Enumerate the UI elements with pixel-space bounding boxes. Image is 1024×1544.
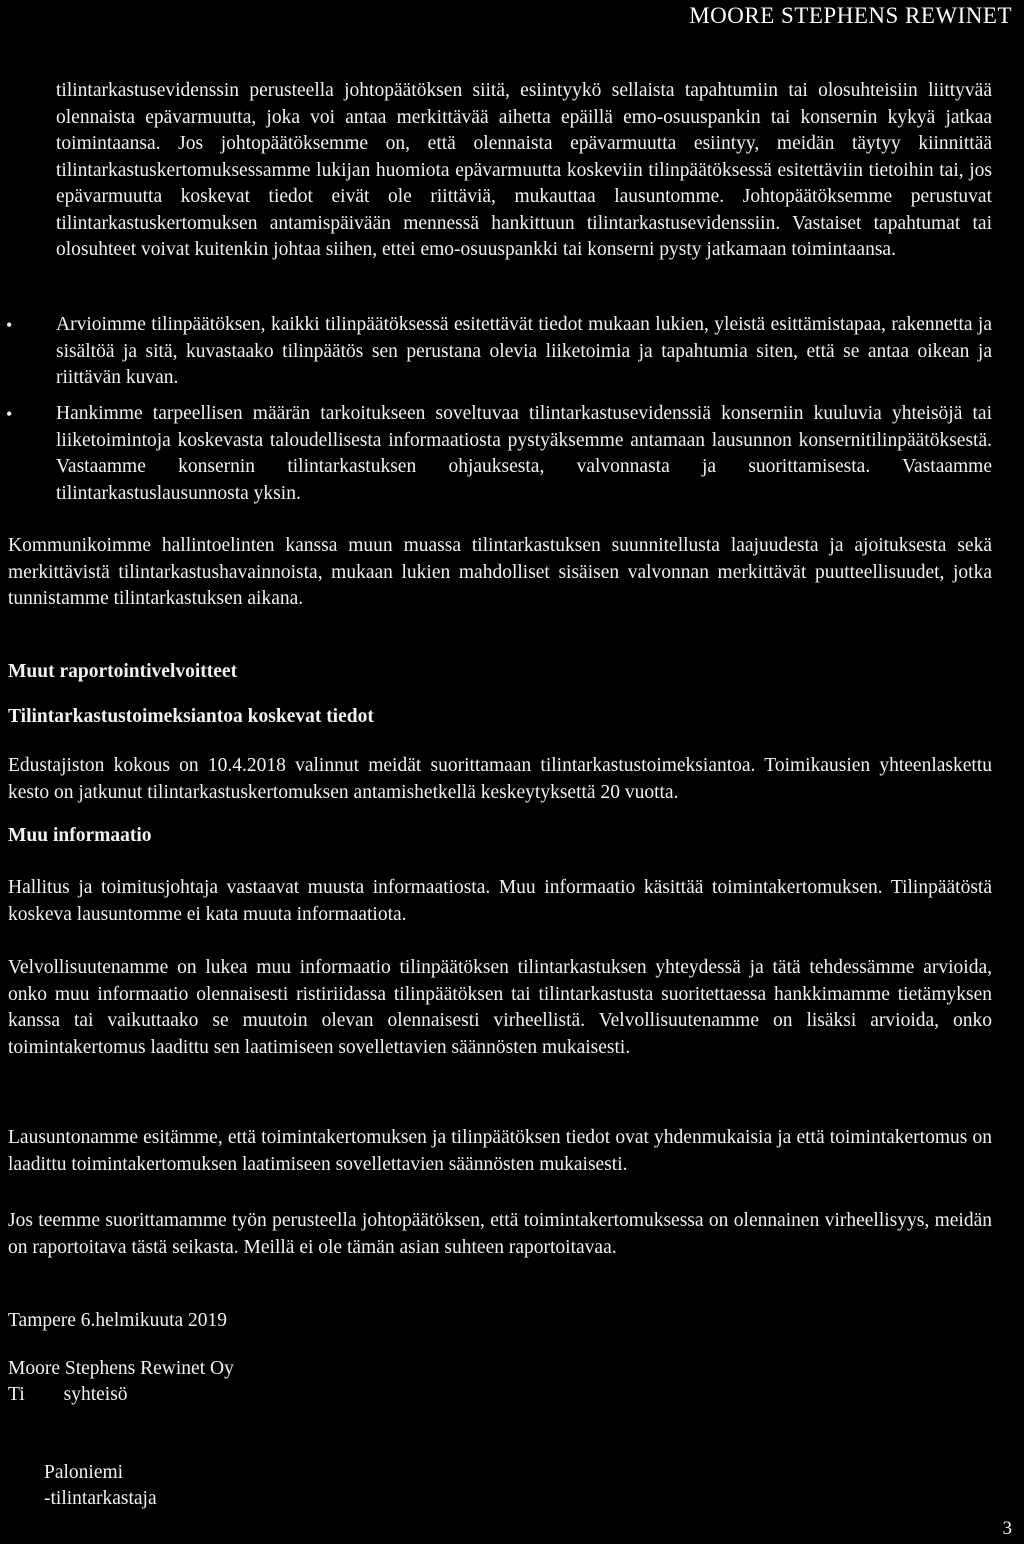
velvollisuus-paragraph: Velvollisuutenamme on lukea muu informaatio tilinpäätöksen tilintarkastuksen yhteydessä ja tätä tehdessämme arvioida, onko muu informaatio olennaisesti ristiriidassa tilinpäätöksen tai tilintarkastusta suoritettaessa hankkimamme tietämyksen kanssa tai vaikuttaako se muutoin olevan olennaisesti virheellistä. Velvollisuutenamme on lisäksi arvioida, onko toimintakertomus laadittu sen laatimiseen sovellettavien säännösten mukaisesti. <box>8 957 992 1058</box>
section-heading-muu-info: Muu informaatio <box>8 825 152 846</box>
bullet-icon: • <box>6 404 13 424</box>
firm-header: MOORE STEPHENS REWINET <box>689 3 1012 28</box>
intro-paragraph: tilintarkastusevidenssin perusteella johtopäätöksen siitä, esiintyykö sellaista tapahtumiin tai olosuhteisiin liittyvää olennaista epävarmuutta, joka voi antaa merkittävää aihetta epäillä emo-osuuspankin tai konsernin kykyä jatkaa toimintaansa. Jos johtopäätöksemme on, että olennaista epävarmuutta esiintyy, meidän täytyy kiinnittää tilintarkastuskertomuksessamme lukijan huomiota epävarmuutta koskeviin tilinpäätöksessä esitettäviin tietoihin tai, jos epävarmuutta koskevat tiedot eivät ole riittäviä, mukauttaa lausuntomme. Johtopäätöksemme perustuvat tilintarkastuskertomuksen antamispäivään mennessä hankittuun tilintarkastusevidenssiin. Vastaiset tapahtumat tai olosuhteet voivat kuitenkin johtaa siihen, ettei emo-osuuspankki tai konserni pysty jatkamaan toimintaansa. <box>56 80 992 260</box>
section-heading-toimeksianto: Tilintarkastustoimeksiantoa koskevat tiedot <box>8 706 374 727</box>
list-item <box>6 401 992 507</box>
edustajisto-paragraph: Edustajiston kokous on 10.4.2018 valinnut meidät suorittamaan tilintarkastustoimeksiantoa. Toimikausien yhteenlaskettu kesto on jatkunut tilintarkastuskertomuksen antamishetkellä keskeytyksettä 20 vuotta. <box>8 755 992 803</box>
bullet-icon: • <box>6 315 13 335</box>
page-number: 3 <box>1002 1518 1012 1539</box>
signature-role: Ti syhteisö <box>8 1384 128 1405</box>
place-date: Tampere 6.helmikuuta 2019 <box>8 1310 228 1331</box>
signatory-name: Paloniemi <box>44 1462 124 1483</box>
section-heading-muut: Muut raportointivelvoitteet <box>8 661 238 682</box>
lausunto-paragraph: Lausuntonamme esitämme, että toimintakertomuksen ja tilinpäätöksen tiedot ovat yhdenmukaisia ja että toimintakertomus on laadittu toimintakertomuksen laatimiseen sovellettavien säännösten mukaisesti. <box>8 1127 992 1175</box>
jos-paragraph: Jos teemme suorittamamme työn perusteella johtopäätöksen, että toimintakertomuksessa on olennainen virheellisyys, meidän on raportoitava tästä seikasta. Meillä ei ole tämän asian suhteen raportoitavaa. <box>8 1210 992 1258</box>
list-item <box>6 312 992 392</box>
communication-paragraph: Kommunikoimme hallintoelinten kanssa muun muassa tilintarkastuksen suunnitellusta laajuudesta ja ajoituksesta sekä merkittävistä tilintarkastushavainnoista, mukaan lukien mahdolliset sisäisen valvonnan merkittävät puutteellisuudet, jotka tunnistamme tilintarkastuksen aikana. <box>8 535 992 609</box>
signature-firm: Moore Stephens Rewinet Oy <box>8 1358 234 1379</box>
hallitus-paragraph: Hallitus ja toimitusjohtaja vastaavat muusta informaatiosta. Muu informaatio käsittää toimintakertomuksen. Tilinpäätöstä koskeva lausuntomme ei kata muuta informaatiota. <box>8 877 992 925</box>
signatory-title: -tilintarkastaja <box>44 1488 157 1509</box>
bullet-text: Hankimme tarpeellisen määrän tarkoitukseen soveltuvaa tilintarkastusevidenssiä konserniin kuuluvia yhteisöjä tai liiketoimintoja koskevasta taloudellisesta informaatiosta pystyäksemme antamaan lausunnon konsernitilinpäätöksestä. Vastaamme konsernin tilintarkastuksen ohjauksesta, valvonnasta ja suorittamisesta. Vastaamme tilintarkastuslausunnosta yksin. <box>56 403 992 504</box>
bullet-text: Arvioimme tilinpäätöksen, kaikki tilinpäätöksessä esitettävät tiedot mukaan lukien, yleistä esittämistapaa, rakennetta ja sisältöä ja sitä, kuvastaako tilinpäätös sen perustana olevia liiketoimia ja tapahtumia siten, että se antaa oikean ja riittävän kuvan. <box>56 314 992 388</box>
